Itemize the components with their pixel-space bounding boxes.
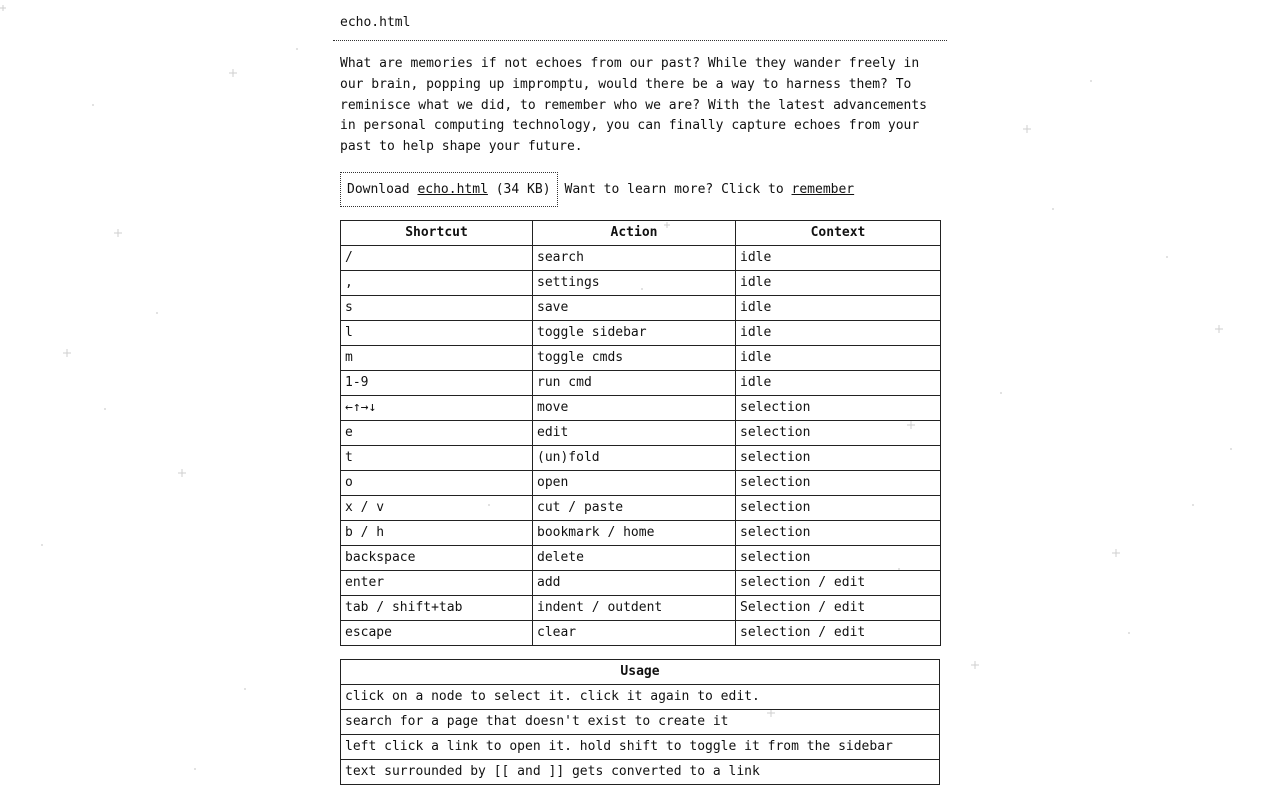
shortcut-cell: enter: [341, 570, 533, 595]
action-cell: save: [533, 295, 736, 320]
usage-cell: search for a page that doesn't exist to create it: [341, 709, 940, 734]
download-box: [340, 172, 558, 207]
table-row: [341, 420, 941, 445]
shortcut-cell: /: [341, 245, 533, 270]
download-prefix: Download: [347, 181, 418, 197]
table-row: [341, 595, 941, 620]
shortcuts-body: [341, 245, 941, 645]
table-row: [341, 684, 940, 709]
context-cell: idle: [736, 245, 941, 270]
table-row: [341, 620, 941, 645]
context-cell: selection: [736, 470, 941, 495]
shortcut-cell: escape: [341, 620, 533, 645]
shortcut-cell: e: [341, 420, 533, 445]
shortcut-cell: ,: [341, 270, 533, 295]
context-cell: idle: [736, 270, 941, 295]
context-cell: idle: [736, 295, 941, 320]
table-header-row: [341, 659, 940, 684]
action-cell: run cmd: [533, 370, 736, 395]
action-cell: indent / outdent: [533, 595, 736, 620]
action-cell: search: [533, 245, 736, 270]
remember-link[interactable]: remember: [791, 181, 855, 197]
context-cell: selection / edit: [736, 570, 941, 595]
context-cell: idle: [736, 345, 941, 370]
column-header-context: Context: [736, 220, 941, 245]
table-row: [341, 759, 940, 784]
action-cell: clear: [533, 620, 736, 645]
shortcut-cell: m: [341, 345, 533, 370]
shortcut-cell: l: [341, 320, 533, 345]
shortcut-cell: backspace: [341, 545, 533, 570]
usage-header: Usage: [341, 659, 940, 684]
action-cell: cut / paste: [533, 495, 736, 520]
context-cell: selection: [736, 520, 941, 545]
shortcut-cell: 1-9: [341, 370, 533, 395]
table-row: [341, 445, 941, 470]
action-cell: toggle sidebar: [533, 320, 736, 345]
table-row: [341, 345, 941, 370]
table-row: [341, 470, 941, 495]
shortcut-cell: s: [341, 295, 533, 320]
usage-table: [340, 659, 940, 785]
table-row: [341, 245, 941, 270]
shortcut-cell: t: [341, 445, 533, 470]
context-cell: selection: [736, 445, 941, 470]
learn-more-text: [565, 182, 855, 197]
table-row: [341, 520, 941, 545]
table-header-row: [341, 220, 941, 245]
shortcut-cell: x / v: [341, 495, 533, 520]
download-link[interactable]: echo.html: [417, 181, 488, 197]
action-cell: delete: [533, 545, 736, 570]
shortcut-cell: o: [341, 470, 533, 495]
download-row: [340, 172, 947, 207]
context-cell: selection: [736, 545, 941, 570]
document: [333, 0, 947, 785]
action-cell: toggle cmds: [533, 345, 736, 370]
page-header: [333, 0, 947, 41]
shortcut-cell: tab / shift+tab: [341, 595, 533, 620]
table-row: [341, 709, 940, 734]
column-header-action: Action: [533, 220, 736, 245]
context-cell: Selection / edit: [736, 595, 941, 620]
action-cell: open: [533, 470, 736, 495]
table-row: [341, 570, 941, 595]
shortcut-cell: ←↑→↓: [341, 395, 533, 420]
table-row: [341, 395, 941, 420]
table-row: [341, 295, 941, 320]
usage-body: [341, 684, 940, 784]
table-row: [341, 370, 941, 395]
intro-paragraph: What are memories if not echoes from our past? While they wander freely in our brain, popping up impromptu, would there be a way to harness them? To reminisce what we did, to remember who we are? With the latest advancements in personal computing technology, you can finally capture echoes from your past to help shape your future.: [340, 56, 927, 155]
table-row: [341, 734, 940, 759]
action-cell: bookmark / home: [533, 520, 736, 545]
table-row: [341, 270, 941, 295]
context-cell: selection: [736, 420, 941, 445]
context-cell: selection: [736, 395, 941, 420]
table-row: [341, 495, 941, 520]
shortcuts-table: [340, 220, 941, 646]
column-header-shortcut: Shortcut: [341, 220, 533, 245]
usage-cell: text surrounded by [[ and ]] gets converted to a link: [341, 759, 940, 784]
context-cell: idle: [736, 320, 941, 345]
context-cell: selection: [736, 495, 941, 520]
context-cell: selection / edit: [736, 620, 941, 645]
download-size: (34 KB): [487, 181, 551, 197]
action-cell: edit: [533, 420, 736, 445]
learn-prefix: Want to learn more? Click to: [564, 181, 792, 197]
table-row: [341, 545, 941, 570]
action-cell: move: [533, 395, 736, 420]
action-cell: settings: [533, 270, 736, 295]
page-title: echo.html: [340, 15, 411, 30]
usage-cell: click on a node to select it. click it again to edit.: [341, 684, 940, 709]
context-cell: idle: [736, 370, 941, 395]
action-cell: add: [533, 570, 736, 595]
usage-cell: left click a link to open it. hold shift to toggle it from the sidebar: [341, 734, 940, 759]
action-cell: (un)fold: [533, 445, 736, 470]
shortcut-cell: b / h: [341, 520, 533, 545]
table-row: [341, 320, 941, 345]
